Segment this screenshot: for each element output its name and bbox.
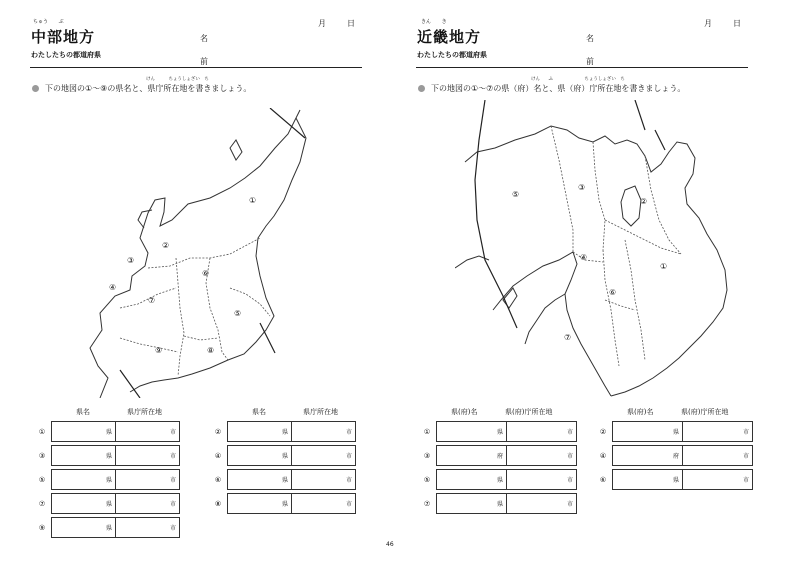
table-row xyxy=(33,470,180,490)
ruby-text: けん xyxy=(531,77,540,82)
row-number: ③ xyxy=(38,451,46,460)
border xyxy=(603,250,619,366)
capital-name-field[interactable]: 市 xyxy=(116,446,180,466)
row-number: ⑧ xyxy=(214,499,222,508)
answer-table-left-a xyxy=(33,421,180,538)
ruby-text: きん xyxy=(421,19,432,25)
pref-name-field[interactable]: 県 xyxy=(613,422,683,442)
table-row xyxy=(33,494,180,514)
map-label-2: ② xyxy=(640,197,648,206)
map-label-3: ③ xyxy=(127,256,135,265)
west-shore xyxy=(455,256,489,268)
map-label-4: ④ xyxy=(580,253,588,262)
map-label-1: ① xyxy=(249,196,257,205)
border xyxy=(625,240,645,360)
border xyxy=(605,300,635,310)
table-row xyxy=(209,494,356,514)
col-header-capital: 県庁所在地 xyxy=(127,408,162,416)
bullet-icon xyxy=(32,85,39,92)
col-header-pref: 県(府)名 xyxy=(451,408,478,416)
capital-name-field[interactable]: 市 xyxy=(683,446,753,466)
map-label-9: ⑨ xyxy=(155,346,163,355)
map-label-8: ⑧ xyxy=(207,346,215,355)
map-label-3: ③ xyxy=(578,183,586,192)
border xyxy=(593,142,605,250)
pref-name-field[interactable]: 県 xyxy=(52,470,116,490)
row-number: ① xyxy=(423,427,431,436)
capital-name-field[interactable]: 市 xyxy=(292,422,356,442)
map-label-2: ② xyxy=(162,241,170,250)
col-header-capital: 県(府)庁所在地 xyxy=(681,408,729,416)
row-number: ⑦ xyxy=(38,499,46,508)
page-title: 近畿地方 xyxy=(417,28,482,46)
col-header-capital: 県(府)庁所在地 xyxy=(505,408,553,416)
row-number: ⑥ xyxy=(214,475,222,484)
row-number: ④ xyxy=(214,451,222,460)
border xyxy=(120,338,178,352)
capital-name-field[interactable]: 市 xyxy=(116,422,180,442)
kinki-map-svg xyxy=(455,100,745,400)
row-number: ⑥ xyxy=(599,475,607,484)
header-rule xyxy=(30,67,362,68)
row-number: ⑤ xyxy=(38,475,46,484)
page-number: 46 xyxy=(386,541,394,548)
table-row xyxy=(594,422,753,442)
table-row xyxy=(418,422,577,442)
capital-name-field[interactable]: 市 xyxy=(116,494,180,514)
month-label: 月 xyxy=(704,19,712,28)
ruby-text: ちょうしょざい ち xyxy=(168,77,209,82)
month-label: 月 xyxy=(318,19,326,28)
title-ruby xyxy=(33,18,64,25)
col-header-pref: 県名 xyxy=(252,408,266,416)
map-frame-line xyxy=(120,370,140,398)
pref-name-field[interactable]: 県 xyxy=(437,422,507,442)
table-row xyxy=(418,494,577,514)
pref-name-field[interactable]: 県 xyxy=(228,422,292,442)
pref-name-field[interactable]: 府 xyxy=(437,446,507,466)
ruby-text: ふ xyxy=(548,77,553,82)
map-label-1: ① xyxy=(660,262,668,271)
name-label-bottom: 前 xyxy=(200,57,208,66)
row-number: ② xyxy=(599,427,607,436)
table-row xyxy=(33,518,180,538)
pref-name-field[interactable]: 県 xyxy=(437,470,507,490)
row-number: ① xyxy=(38,427,46,436)
day-label: 日 xyxy=(733,19,741,28)
table-row xyxy=(418,470,577,490)
kinki-west-coast xyxy=(493,252,611,396)
instruction-text: 下の地図の①～⑨の県名と、県庁所在地を書きましょう。 xyxy=(45,84,252,93)
map-frame-line xyxy=(635,100,645,130)
capital-name-field[interactable]: 市 xyxy=(507,470,577,490)
page-subtitle: わたしたちの都道府県 xyxy=(417,51,487,59)
table-row xyxy=(594,470,753,490)
pref-name-field[interactable]: 県 xyxy=(52,494,116,514)
answer-table-right-a xyxy=(418,421,577,514)
pref-name-field[interactable]: 県 xyxy=(52,422,116,442)
pref-name-field[interactable]: 県 xyxy=(52,518,116,538)
chubu-sea-inlet xyxy=(138,210,152,228)
border xyxy=(605,220,681,254)
page-subtitle: わたしたちの都道府県 xyxy=(31,51,101,59)
map-frame-line xyxy=(270,108,305,138)
pref-name-field[interactable]: 県 xyxy=(228,494,292,514)
map-frame-line xyxy=(655,130,665,150)
instruction xyxy=(32,83,251,94)
ruby-text: ちょうしょざい ち xyxy=(584,77,625,82)
capital-name-field[interactable]: 市 xyxy=(507,422,577,442)
map-label-7: ⑦ xyxy=(148,296,156,305)
row-number: ⑤ xyxy=(423,475,431,484)
capital-name-field[interactable]: 市 xyxy=(292,470,356,490)
col-header-pref: 県名 xyxy=(76,408,90,416)
row-number: ⑦ xyxy=(423,499,431,508)
capital-name-field[interactable]: 市 xyxy=(292,446,356,466)
map-label-5: ⑤ xyxy=(234,309,242,318)
instruction-ruby xyxy=(146,76,209,82)
capital-name-field[interactable]: 市 xyxy=(292,494,356,514)
ruby-text: き xyxy=(441,19,447,25)
col-header-capital: 県庁所在地 xyxy=(303,408,338,416)
pref-name-field[interactable]: 県 xyxy=(52,446,116,466)
capital-name-field[interactable]: 市 xyxy=(683,422,753,442)
awaji-island xyxy=(503,288,517,308)
page-title: 中部地方 xyxy=(31,28,96,46)
pref-name-field[interactable]: 県 xyxy=(228,470,292,490)
chubu-coastline xyxy=(90,110,300,398)
pref-name-field[interactable]: 県 xyxy=(228,446,292,466)
border xyxy=(176,258,184,376)
capital-name-field[interactable]: 市 xyxy=(116,470,180,490)
map-label-7: ⑦ xyxy=(564,333,572,342)
border xyxy=(551,126,573,252)
pref-name-field[interactable]: 県 xyxy=(437,494,507,514)
map-label-4: ④ xyxy=(109,283,117,292)
row-number: ③ xyxy=(423,451,431,460)
ruby-text: ぶ xyxy=(58,19,64,25)
table-row xyxy=(33,446,180,466)
instruction-text: 下の地図の①～⑦の県（府）名と、県（府）庁所在地を書きましょう。 xyxy=(431,84,686,93)
capital-name-field[interactable]: 市 xyxy=(683,470,753,490)
kinki-map xyxy=(455,100,745,400)
name-label-top: 名 xyxy=(586,34,594,43)
table-row xyxy=(209,470,356,490)
table-row xyxy=(209,446,356,466)
pref-name-field[interactable]: 府 xyxy=(613,446,683,466)
sado-island xyxy=(230,140,242,160)
answer-table-right-b xyxy=(594,421,753,490)
ruby-text: ちゅう xyxy=(33,19,49,25)
map-label-6: ⑥ xyxy=(202,269,210,278)
row-number: ⑨ xyxy=(38,523,46,532)
map-label-6: ⑥ xyxy=(609,288,617,297)
capital-name-field[interactable]: 市 xyxy=(507,494,577,514)
table-row xyxy=(594,446,753,466)
ruby-text: けん xyxy=(146,77,155,82)
instruction-ruby xyxy=(531,76,625,82)
capital-name-field[interactable]: 市 xyxy=(507,446,577,466)
table-row xyxy=(209,422,356,442)
table-row xyxy=(33,422,180,442)
capital-name-field[interactable]: 市 xyxy=(116,518,180,538)
bullet-icon xyxy=(418,85,425,92)
row-number: ④ xyxy=(599,451,607,460)
pref-name-field[interactable]: 県 xyxy=(613,470,683,490)
day-label: 日 xyxy=(347,19,355,28)
border xyxy=(573,252,603,262)
map-label-5: ⑤ xyxy=(512,190,520,199)
col-header-pref: 県(府)名 xyxy=(627,408,654,416)
row-number: ② xyxy=(214,427,222,436)
border xyxy=(206,258,228,360)
osaka-bay-coast xyxy=(525,294,565,344)
header-rule xyxy=(416,67,748,68)
instruction xyxy=(418,83,685,94)
name-label-top: 名 xyxy=(200,34,208,43)
name-label-bottom: 前 xyxy=(586,57,594,66)
table-row xyxy=(418,446,577,466)
answer-table-left-b xyxy=(209,421,356,514)
map-frame-line xyxy=(475,100,520,328)
lake-biwa xyxy=(621,186,641,226)
border xyxy=(184,336,218,340)
title-ruby xyxy=(421,18,447,25)
